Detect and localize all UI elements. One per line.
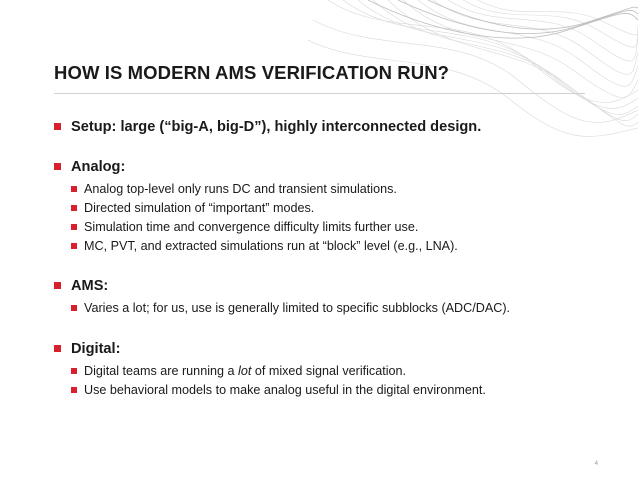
list-item xyxy=(71,199,614,218)
list-item-text: Simulation time and convergence difficulty limits further use. xyxy=(84,220,419,234)
list-item-text: Analog top-level only runs DC and transient simulations. xyxy=(84,182,397,196)
section-analog xyxy=(54,158,614,256)
list-item-text-after: of mixed signal verification. xyxy=(251,364,407,378)
square-bullet-icon xyxy=(71,205,77,211)
list-item-text-before: Digital teams are running a xyxy=(84,364,239,378)
list-item xyxy=(71,237,614,256)
bullet-ams xyxy=(54,277,614,295)
square-bullet-icon xyxy=(71,305,77,311)
square-bullet-icon xyxy=(54,123,61,130)
section-digital xyxy=(54,340,614,400)
list-item xyxy=(71,180,614,199)
title-divider xyxy=(54,93,585,94)
square-bullet-icon xyxy=(54,282,61,289)
bullet-digital xyxy=(54,340,614,358)
square-bullet-icon xyxy=(71,186,77,192)
list-item xyxy=(71,362,614,381)
slide-title: HOW IS MODERN AMS VERIFICATION RUN? xyxy=(54,62,450,83)
bullet-setup-text: Setup: large (“big-A, big-D”), highly interconnected design. xyxy=(71,119,482,135)
list-item-emphasis: lot xyxy=(238,364,252,378)
square-bullet-icon xyxy=(71,224,77,230)
digital-sub-list xyxy=(54,362,614,400)
list-item xyxy=(71,381,614,400)
list-item-text: Use behavioral models to make analog useful in the digital environment. xyxy=(84,383,486,397)
square-bullet-icon xyxy=(71,243,77,249)
bullet-setup xyxy=(54,118,614,136)
section-ams xyxy=(54,277,614,318)
bullet-digital-heading: Digital: xyxy=(71,341,121,357)
list-item-text: Directed simulation of “important” modes. xyxy=(84,201,315,215)
square-bullet-icon xyxy=(71,368,77,374)
square-bullet-icon xyxy=(71,387,77,393)
section-setup xyxy=(54,118,614,136)
page-number: 4 xyxy=(594,461,598,467)
list-item xyxy=(71,218,614,237)
list-item-text: Varies a lot; for us, use is generally limited to specific subblocks (ADC/DAC). xyxy=(84,301,511,315)
bullet-analog xyxy=(54,158,614,176)
list-item xyxy=(71,299,614,318)
analog-sub-list xyxy=(54,180,614,256)
square-bullet-icon xyxy=(54,345,61,352)
square-bullet-icon xyxy=(54,163,61,170)
bullet-ams-heading: AMS: xyxy=(71,278,109,294)
bullet-analog-heading: Analog: xyxy=(71,159,126,175)
list-item-text: MC, PVT, and extracted simulations run at “block” level (e.g., LNA). xyxy=(84,239,458,253)
ams-sub-list xyxy=(54,299,614,318)
